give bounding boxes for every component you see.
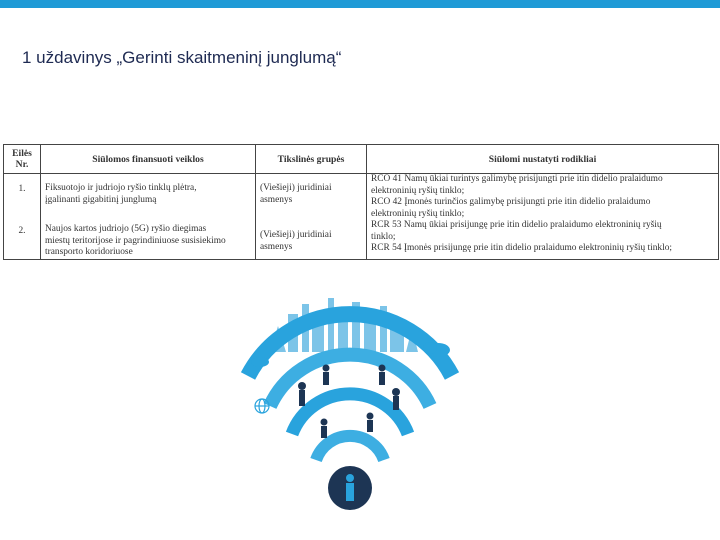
measures-table	[3, 144, 719, 260]
header-activities: Siūlomos finansuoti veiklos	[41, 145, 256, 174]
indicator-text: elektroninių ryšių tinklo;	[371, 185, 465, 196]
activity-text: Fiksuotojo ir judriojo ryšio tinklų plėtra,	[45, 183, 197, 193]
table-row	[4, 174, 719, 260]
activity-text: miestų teritorijose ir pagrindiniuose susisiekimo	[45, 235, 226, 246]
row-number: 1.	[18, 184, 26, 194]
target-group-text: asmenys	[260, 241, 293, 252]
indicator-text: tinklo;	[371, 231, 396, 242]
row-cell-nr	[4, 174, 41, 260]
row-cell-indicators	[367, 174, 719, 260]
header-nr: Eilės Nr.	[4, 145, 41, 174]
header-target-groups: Tikslinės grupės	[256, 145, 367, 174]
indicator-text: RCR 54 Įmonės prisijungę prie itin didelio pralaidumo elektroninių ryšių tinklo;	[371, 243, 673, 253]
target-group-text: (Viešieji) juridiniai	[260, 183, 332, 193]
row-number: 2.	[18, 226, 26, 236]
activity-text: įgalinanti gigabitinį junglumą	[45, 194, 157, 205]
target-group-text: (Viešieji) juridiniai	[260, 230, 332, 240]
header-indicators: Siūlomi nustatyti rodikliai	[367, 145, 719, 174]
hotspot-icon	[328, 466, 372, 510]
row-cell-target-groups	[256, 174, 367, 260]
page-title: 1 uždavinys „Gerinti skaitmeninį junglumą“	[22, 48, 342, 67]
indicator-text: RCO 41 Namų ūkiai turintys galimybę prisijungti prie itin didelio pralaidumo	[371, 174, 663, 184]
globe-icon	[255, 399, 269, 413]
row-cell-activities	[41, 174, 256, 260]
top-accent-bar	[0, 0, 720, 8]
indicator-text: elektroninių ryšių tinklo;	[371, 208, 465, 219]
indicator-text: RCR 53 Namų ūkiai prisijungę prie itin didelio pralaidumo elektroninių ryšių	[371, 220, 662, 230]
activity-text: transporto koridoriuose	[45, 247, 133, 257]
activity-text: Naujos kartos judriojo (5G) ryšio diegimas	[45, 224, 207, 234]
wifi-connectivity-illustration	[230, 292, 470, 522]
target-group-text: asmenys	[260, 194, 293, 205]
indicator-text: RCO 42 Įmonės turinčios galimybę prisijungti prie itin didelio pralaidumo	[371, 197, 651, 207]
table-header-row	[4, 145, 719, 174]
wifi-signal-icon	[248, 314, 452, 460]
